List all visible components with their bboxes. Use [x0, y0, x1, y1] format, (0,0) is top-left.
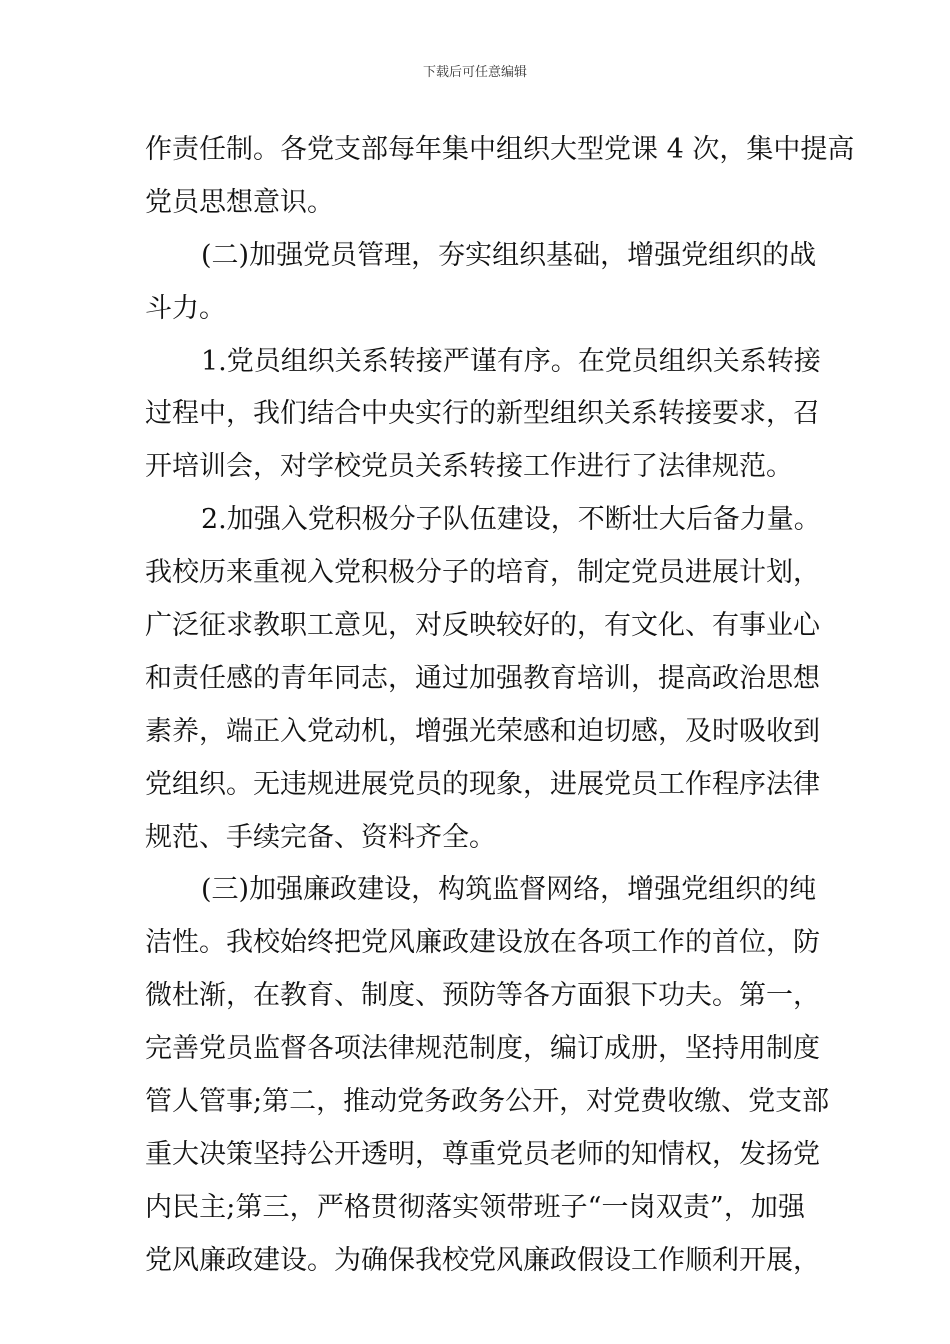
text-line: 素养，端正入党动机，增强光荣感和迫切感，及时吸收到 — [145, 715, 820, 747]
text-line: 管人管事;第二，推动党务政务公开，对党费收缴、党支部 — [145, 1086, 830, 1118]
text-line: 内民主;第三，严格贯彻落实领带班子“一岗双责”，加强 — [145, 1191, 805, 1223]
text-line: 洁性。我校始终把党风廉政建设放在各项工作的首位，防 — [145, 927, 820, 959]
text-line: 广泛征求教职工意见，对反映较好的，有文化、有事业心 — [145, 610, 820, 642]
text-line: 重大决策坚持公开透明，尊重党员老师的知情权，发扬党 — [145, 1138, 820, 1170]
document-body — [145, 124, 855, 1288]
text-line: 斗力。 — [145, 292, 226, 324]
text-line: 2.加强入党积极分子队伍建设，不断壮大后备力量。 — [201, 504, 821, 536]
text-line: 完善党员监督各项法律规范制度，编订成册，坚持用制度 — [145, 1033, 820, 1065]
text-line: 党员思想意识。 — [145, 186, 334, 218]
text-line: 我校历来重视入党积极分子的培育，制定党员进展计划， — [145, 557, 820, 589]
text-line: 1.党员组织关系转接严谨有序。在党员组织关系转接 — [201, 345, 821, 377]
page-header: 下载后可任意编辑 — [422, 65, 527, 80]
text-line: 党组织。无违规进展党员的现象，进展党员工作程序法律 — [145, 768, 820, 800]
text-line: 党风廉政建设。为确保我校党风廉政假设工作顺利开展， — [145, 1244, 820, 1276]
text-line: 微杜渐，在教育、制度、预防等各方面狠下功夫。第一， — [145, 980, 820, 1012]
text-line: 作责任制。各党支部每年集中组织大型党课 4 次，集中提高 — [145, 134, 855, 165]
text-line: 开培训会，对学校党员关系转接工作进行了法律规范。 — [145, 451, 793, 483]
text-line: 过程中，我们结合中央实行的新型组织关系转接要求，召 — [145, 398, 820, 430]
text-line: (三)加强廉政建设，构筑监督网络，增强党组织的纯 — [201, 874, 817, 906]
text-line: 和责任感的青年同志，通过加强教育培训，提高政治思想 — [145, 662, 820, 694]
text-line: 规范、手续完备、资料齐全。 — [145, 821, 496, 853]
text-line: (二)加强党员管理，夯实组织基础，增强党组织的战 — [201, 239, 817, 271]
